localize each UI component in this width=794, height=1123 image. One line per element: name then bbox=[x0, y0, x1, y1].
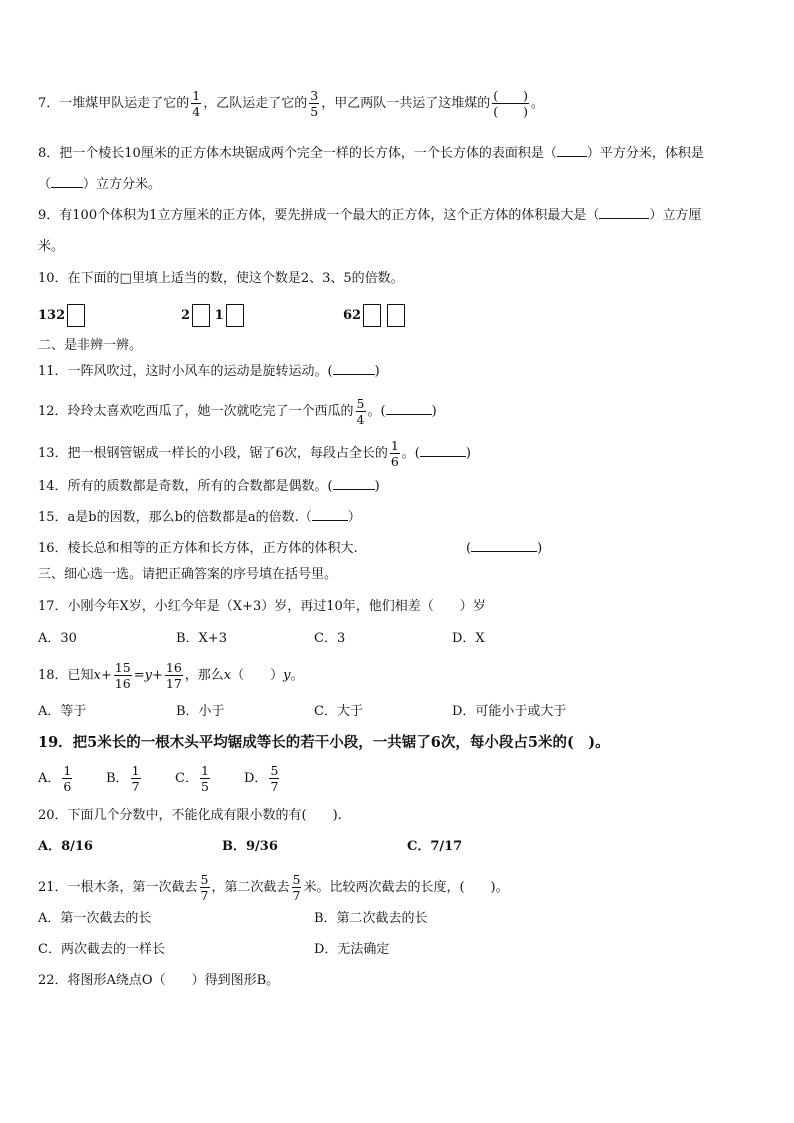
fraction: $\frac{5}{4}$ bbox=[356, 396, 365, 427]
q22-text: 22．将图形A绕点O（ ）得到图形B。 bbox=[38, 973, 280, 988]
answer-blank[interactable] bbox=[312, 508, 348, 521]
q11-end: ) bbox=[374, 364, 380, 379]
option-label: A． bbox=[38, 771, 61, 786]
q10-number-1 bbox=[38, 304, 85, 327]
q15-text: 15．a是b的因数，那么b的倍数都是a的倍数.（ bbox=[38, 510, 312, 525]
q18-option-d[interactable]: D．可能小于或大于 bbox=[452, 704, 567, 719]
fraction: $\frac{1}{6}$ bbox=[390, 438, 399, 469]
q17-option-d[interactable]: D．X bbox=[452, 631, 485, 646]
fraction: $\frac{1}{5}$ bbox=[200, 763, 209, 794]
q21-text: 21．一根木条，第一次截去 bbox=[38, 880, 198, 895]
q7-text-2: ，乙队运走了它的 bbox=[203, 96, 308, 111]
q8-text-2: ）平方分米，体积是 bbox=[586, 146, 704, 161]
plus: + bbox=[151, 668, 163, 683]
question-7 bbox=[38, 88, 544, 119]
q9-text-1: 9．有100个体积为1立方厘米的正方体，要先拼成一个最大的正方体，这个正方体的体积最大是（ bbox=[38, 208, 600, 223]
q7-text-3: ，甲乙两队一共运了这堆煤的 bbox=[321, 96, 491, 111]
q17-option-b[interactable]: B．X+3 bbox=[176, 631, 227, 646]
q21-text-3: 米。比较两次截去的长度，( )。 bbox=[303, 880, 509, 895]
q12-text-2: 。( bbox=[367, 404, 386, 419]
var-x: x bbox=[93, 668, 101, 683]
plus: + bbox=[100, 668, 112, 683]
option-label: B． bbox=[106, 771, 129, 786]
question-11 bbox=[38, 362, 380, 382]
fraction: $\frac{5}{7}$ bbox=[200, 872, 209, 903]
q8-text-4: ）立方分米。 bbox=[83, 177, 162, 192]
section-2-heading bbox=[38, 336, 142, 356]
answer-blank[interactable] bbox=[333, 362, 375, 375]
number-text: 62 bbox=[343, 308, 362, 323]
q16-text: 16．棱长总和相等的正方体和长方体，正方体的体积大. bbox=[38, 541, 358, 556]
q21-option-d[interactable]: D．无法确定 bbox=[314, 942, 390, 957]
digit-box[interactable] bbox=[192, 304, 210, 327]
question-9-line-1 bbox=[38, 206, 701, 226]
digit-box[interactable] bbox=[363, 304, 381, 327]
question-15 bbox=[38, 508, 361, 528]
digit-box[interactable] bbox=[387, 304, 405, 327]
var-y: y bbox=[283, 668, 291, 683]
section-title: 三、细心选一选。请把正确答案的序号填在括号里。 bbox=[38, 567, 338, 582]
q17-text: 17．小刚今年X岁，小红今年是（X+3）岁，再过10年，他们相差（ ）岁 bbox=[38, 599, 486, 614]
question-9-line-2 bbox=[38, 237, 64, 257]
question-17 bbox=[38, 597, 486, 617]
q20-option-c[interactable]: C．7/17 bbox=[407, 839, 463, 854]
number-text: 1 bbox=[214, 308, 224, 323]
q10-text: 10．在下面的□里填上适当的数，使这个数是2、3、5的倍数。 bbox=[38, 271, 404, 286]
q17-option-a[interactable]: A．30 bbox=[38, 631, 77, 646]
q12-end: ) bbox=[431, 404, 437, 419]
q15-end: ） bbox=[347, 510, 361, 525]
question-18 bbox=[38, 660, 304, 691]
q17-option-c[interactable]: C．3 bbox=[314, 631, 346, 646]
fraction: $\frac{1}{4}$ bbox=[192, 88, 201, 119]
q13-end: ) bbox=[465, 446, 471, 461]
q10-number-2 bbox=[181, 304, 244, 327]
section-title: 二、是非辨一辨。 bbox=[38, 338, 143, 353]
q13-text-2: 。( bbox=[401, 446, 420, 461]
answer-blank[interactable] bbox=[420, 444, 466, 457]
q19-text: 19．把5米长的一根木头平均锯成等长的若干小段，一共锯了6次，每小段占5米的( )。 bbox=[38, 734, 610, 751]
q7-text-1: 7．一堆煤甲队运走了它的 bbox=[38, 96, 190, 111]
question-13 bbox=[38, 438, 471, 469]
q20-text: 20．下面几个分数中，不能化成有限小数的有( ). bbox=[38, 808, 342, 823]
section-3-heading bbox=[38, 565, 337, 585]
q20-option-a[interactable]: A．8/16 bbox=[38, 839, 93, 854]
fraction: $\frac{3}{5}$ bbox=[310, 88, 319, 119]
answer-blank[interactable] bbox=[333, 477, 375, 490]
equals: = bbox=[133, 668, 145, 683]
number-text: 2 bbox=[181, 308, 191, 323]
option-label: D． bbox=[244, 771, 268, 786]
question-10 bbox=[38, 269, 404, 289]
q12-text: 12．玲玲太喜欢吃西瓜了，她一次就吃完了一个西瓜的 bbox=[38, 404, 354, 419]
question-22 bbox=[38, 971, 279, 991]
option-label: C． bbox=[175, 771, 198, 786]
q21-option-c[interactable]: C．两次截去的一样长 bbox=[38, 942, 165, 957]
answer-blank[interactable] bbox=[557, 144, 587, 157]
q9-text-3: 米。 bbox=[38, 239, 65, 254]
fraction: $\frac{1}{7}$ bbox=[131, 763, 140, 794]
number-text: 132 bbox=[38, 308, 66, 323]
fraction: $\frac{5}{7}$ bbox=[270, 763, 279, 794]
q10-number-3 bbox=[343, 304, 405, 327]
digit-box[interactable] bbox=[67, 304, 85, 327]
q18-option-a[interactable]: A．等于 bbox=[38, 704, 87, 719]
q19-option-b[interactable] bbox=[106, 763, 143, 794]
digit-box[interactable] bbox=[226, 304, 244, 327]
question-16 bbox=[38, 539, 358, 559]
q21-option-a[interactable]: A．第一次截去的长 bbox=[38, 911, 152, 926]
question-19 bbox=[38, 733, 610, 753]
q21-option-b[interactable]: B．第二次截去的长 bbox=[314, 911, 428, 926]
var-x: x bbox=[223, 668, 232, 683]
q21-text-2: ，第二次截去 bbox=[211, 880, 290, 895]
q19-option-d[interactable] bbox=[244, 763, 281, 794]
q16-end: ) bbox=[537, 541, 543, 556]
q7-end: 。 bbox=[530, 96, 544, 111]
answer-fraction-blank[interactable]: $\frac{( )}{( )}$ bbox=[493, 88, 528, 119]
fraction: $\frac{5}{7}$ bbox=[292, 872, 301, 903]
q18-text: 18．已知 bbox=[38, 668, 94, 683]
q8-text-1: 8．把一个棱长10厘米的正方体木块锯成两个完全一样的长方体，一个长方体的表面积是（ bbox=[38, 146, 557, 161]
fraction: $\frac{1}{6}$ bbox=[63, 763, 72, 794]
fraction: $\frac{15}{16}$ bbox=[114, 660, 131, 691]
q20-option-b[interactable]: B．9/36 bbox=[222, 839, 278, 854]
answer-blank[interactable] bbox=[599, 206, 649, 219]
q14-end: ) bbox=[374, 479, 380, 494]
answer-blank[interactable] bbox=[386, 402, 432, 415]
q18-option-b[interactable]: B．小于 bbox=[176, 704, 225, 719]
q8-text-3: （ bbox=[38, 177, 52, 192]
q18-end: 。 bbox=[290, 668, 304, 683]
q14-text: 14．所有的质数都是奇数，所有的合数都是偶数。( bbox=[38, 479, 333, 494]
question-12 bbox=[38, 396, 437, 427]
var-y: y bbox=[144, 668, 152, 683]
q11-text: 11．一阵风吹过，这时小风车的运动是旋转运动。( bbox=[38, 364, 333, 379]
question-8-line-1 bbox=[38, 144, 704, 164]
q16-answer bbox=[466, 539, 542, 559]
answer-paren[interactable]: （ ） bbox=[231, 668, 284, 683]
q9-text-2: ）立方厘 bbox=[649, 208, 702, 223]
q13-text: 13．把一根钢管锯成一样长的小段，锯了6次，每段占全长的 bbox=[38, 446, 388, 461]
answer-blank[interactable] bbox=[51, 175, 83, 188]
q18-option-c[interactable]: C．大于 bbox=[314, 704, 363, 719]
question-21 bbox=[38, 872, 509, 903]
question-20 bbox=[38, 806, 342, 826]
q16-open: ( bbox=[466, 541, 472, 556]
q19-option-a[interactable] bbox=[38, 763, 74, 794]
q18-text-2: ，那么 bbox=[184, 668, 224, 683]
answer-blank[interactable] bbox=[471, 539, 537, 552]
q19-option-c[interactable] bbox=[175, 763, 212, 794]
question-14 bbox=[38, 477, 380, 497]
question-8-line-2 bbox=[38, 175, 161, 195]
fraction: $\frac{16}{17}$ bbox=[165, 660, 182, 691]
